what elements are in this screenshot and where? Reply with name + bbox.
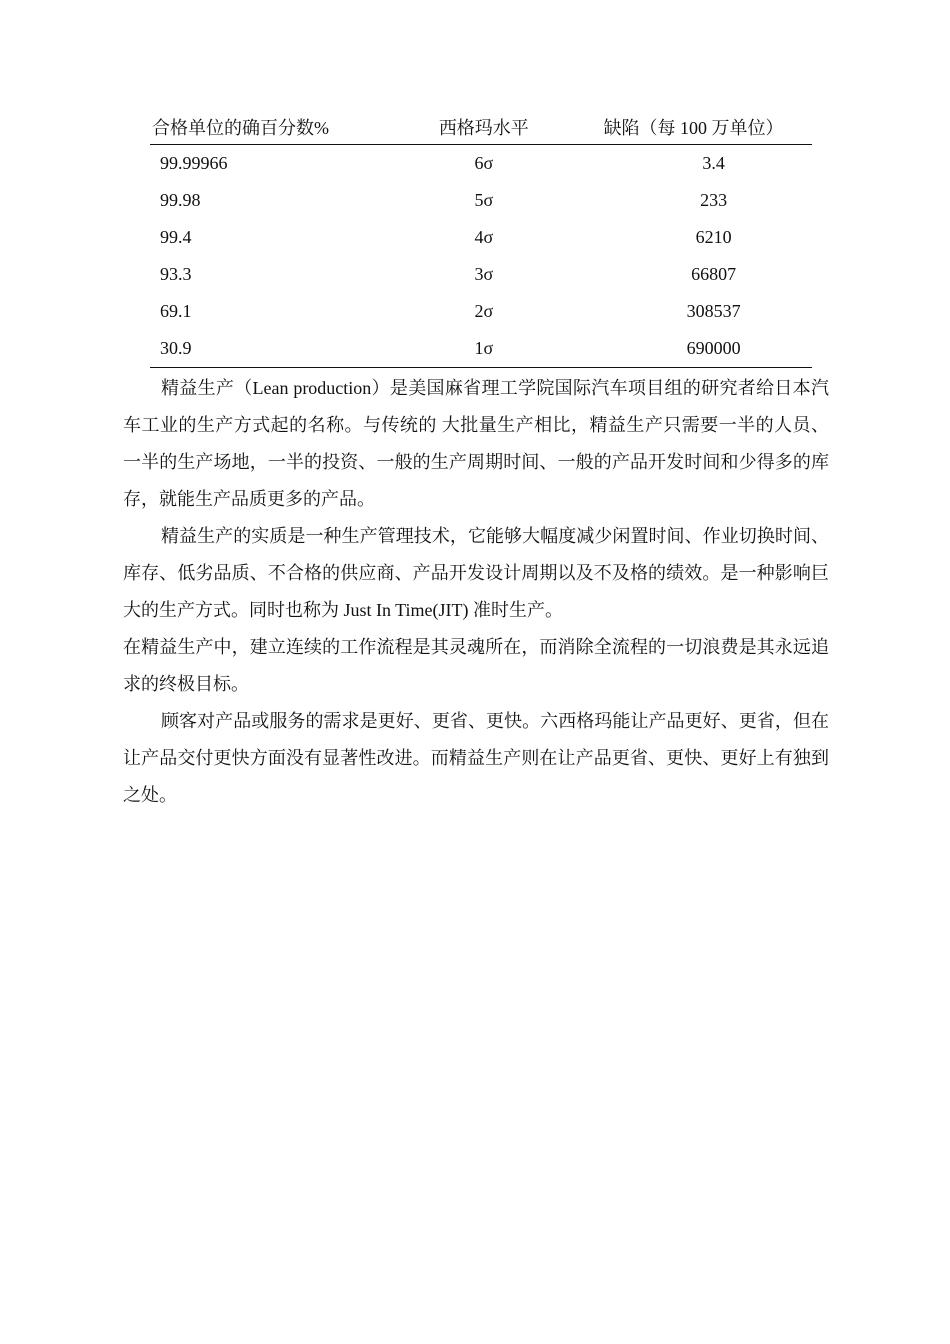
- cell-sigma-level: 2σ: [474, 301, 494, 321]
- sigma-level-table: [150, 110, 812, 368]
- cell-defects: 6210: [695, 227, 732, 247]
- cell-sigma-level: 5σ: [474, 190, 494, 210]
- table-row: [150, 219, 812, 256]
- table-header-row: [150, 110, 812, 145]
- cell-yield-percent: 93.3: [160, 264, 192, 284]
- table-row: [150, 330, 812, 368]
- table-row: [150, 145, 812, 183]
- cell-yield-percent: 69.1: [160, 301, 192, 321]
- header-defects-per-million: 缺陷（每 100 万单位）: [575, 110, 812, 145]
- cell-defects: 3.4: [702, 153, 725, 173]
- table-row: [150, 256, 812, 293]
- cell-yield-percent: 99.4: [160, 227, 192, 247]
- cell-defects: 233: [700, 190, 728, 210]
- cell-defects: 690000: [575, 330, 812, 368]
- cell-sigma-level: 4σ: [474, 227, 494, 247]
- cell-sigma-level: 1σ: [393, 330, 576, 368]
- cell-sigma-level: 6σ: [474, 153, 494, 173]
- header-yield-percent: 合格单位的确百分数%: [150, 110, 393, 145]
- body-text: [123, 370, 829, 814]
- cell-yield-percent: 99.99966: [160, 153, 228, 173]
- paragraph-lean-essence: 精益生产的实质是一种生产管理技术，它能够大幅度减少闲置时间、作业切换时间、库存、低劣品质、不合格的供应商、产品开发设计周期以及不及格的绩效。是一种影响巨大的生产方式。同时也称为 Just In Time(JIT) 准时生产。: [123, 526, 829, 620]
- paragraph-lean-definition: 精益生产（Lean production）是美国麻省理工学院国际汽车项目组的研究者给日本汽车工业的生产方式起的名称。与传统的 大批量生产相比，精益生产只需要一半的人员、一半的生产场地，一半的投资、一般的生产周期时间、一般的产品开发时间和少得多的库存，就能生产品质更多的产品。: [123, 378, 829, 509]
- table-row: [150, 293, 812, 330]
- paragraph-continuous-flow: 在精益生产中，建立连续的工作流程是其灵魂所在，而消除全流程的一切浪费是其永远追求的终极目标。: [123, 637, 829, 694]
- header-sigma-level: 西格玛水平: [393, 110, 576, 145]
- cell-defects: 66807: [691, 264, 737, 284]
- cell-yield-percent: 99.98: [160, 190, 201, 210]
- cell-sigma-level: 3σ: [474, 264, 494, 284]
- cell-defects: 308537: [686, 301, 741, 321]
- cell-yield-percent: 30.9: [150, 330, 393, 368]
- paragraph-customer-needs: 顾客对产品或服务的需求是更好、更省、更快。六西格玛能让产品更好、更省，但在让产品交付更快方面没有显著性改进。而精益生产则在让产品更省、更快、更好上有独到之处。: [123, 711, 829, 805]
- table-row: [150, 182, 812, 219]
